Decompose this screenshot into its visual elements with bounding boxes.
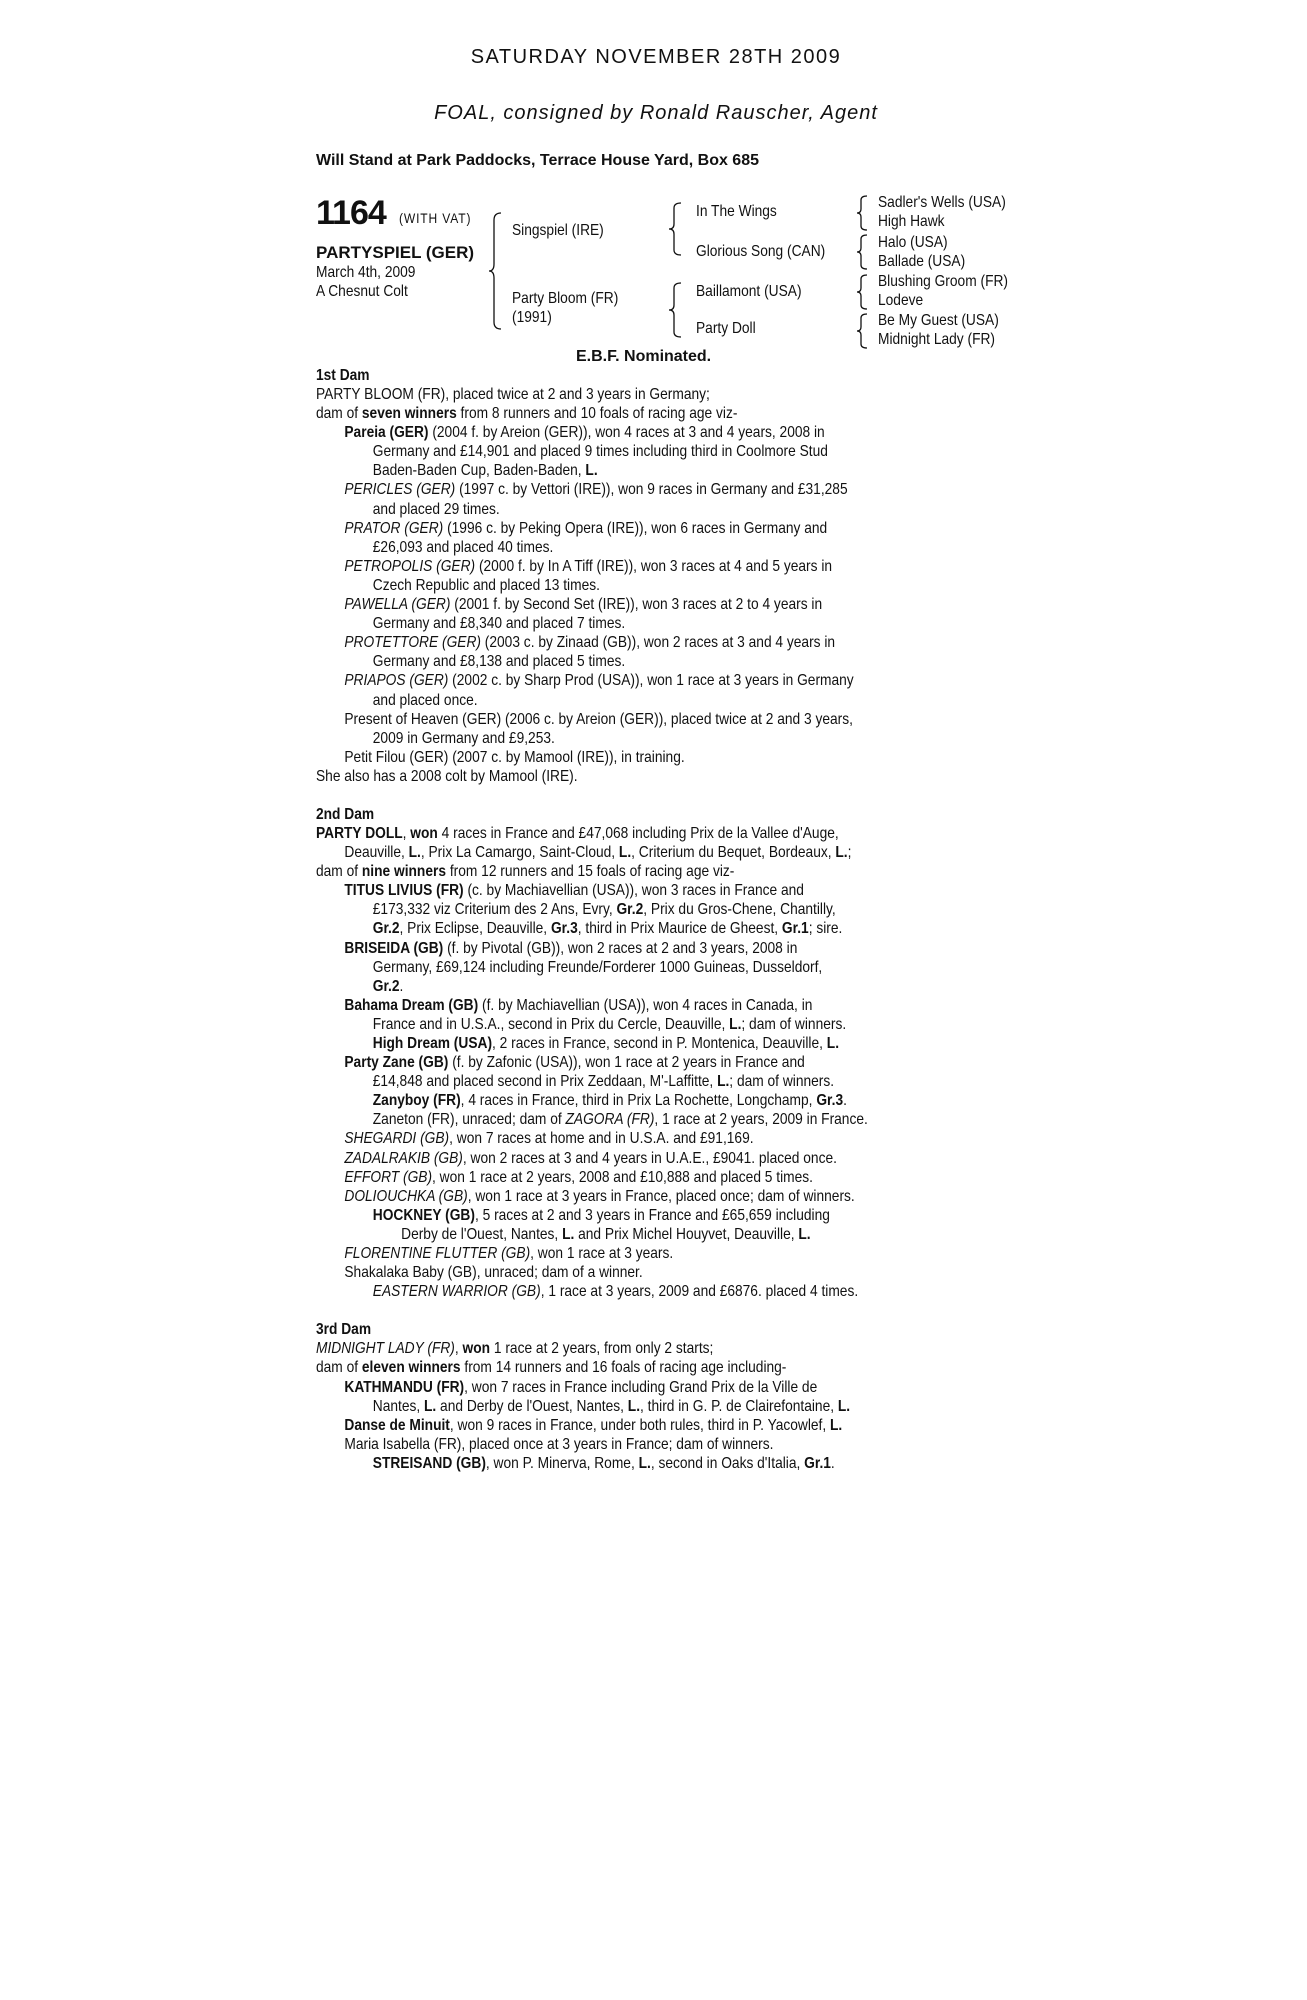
foaling-date: March 4th, 2009 [316, 264, 416, 281]
dd-brace [856, 313, 868, 349]
produce-zaneton: Zaneton (FR), unraced; dam of ZAGORA (FR), 1 race at 2 years, 2009 in France. [372, 1111, 868, 1129]
sire-dam-brace [488, 212, 502, 330]
produce-eastern-warrior: EASTERN WARRIOR (GB), 1 race at 3 years, 2009 and £6876. placed 4 times. [372, 1283, 859, 1301]
produce-shegardi: SHEGARDI (GB), won 7 races at home and in U.S.A. and £91,169. [344, 1130, 754, 1148]
dam: Party Bloom (FR) [512, 290, 619, 307]
second-dam-record: PARTY DOLL, won 4 races in France and £47,068 including Prix de la Vallee d'Auge, [316, 824, 839, 842]
third-dam-heading: 3rd Dam [316, 1321, 372, 1339]
ds-brace [856, 274, 868, 310]
dam-dam: Party Doll [696, 320, 756, 337]
produce-petropolis: PETROPOLIS (GER) (2000 f. by In A Tiff (IRE)), won 3 races at 4 and 5 years in [344, 557, 833, 575]
sire: Singspiel (IRE) [512, 222, 604, 239]
first-dam-record: PARTY BLOOM (FR), placed twice at 2 and 3 years in Germany; [316, 386, 710, 403]
produce-bahama-dream: Bahama Dream (GB) (f. by Machiavellian (USA)), won 4 races in Canada, in [344, 996, 813, 1014]
produce-danse-de-minuit: Danse de Minuit, won 9 races in France, under both rules, third in P. Yacowlef, L. [344, 1416, 843, 1434]
produce-present-of-heaven: Present of Heaven (GER) (2006 c. by Areion (GER)), placed twice at 2 and 3 years, [344, 710, 853, 728]
produce-party-zane: Party Zane (GB) (f. by Zafonic (USA)), won 1 race at 2 years in France and [344, 1054, 805, 1072]
produce-kathmandu: KATHMANDU (FR), won 7 races in France including Grand Prix de la Ville de [344, 1378, 818, 1396]
produce-effort: EFFORT (GB), won 1 race at 2 years, 2008 and £10,888 and placed 5 times. [344, 1168, 813, 1186]
produce-shakalaka-baby: Shakalaka Baby (GB), unraced; dam of a winner. [344, 1264, 643, 1282]
produce-pawella: PAWELLA (GER) (2001 f. by Second Set (IRE)), won 3 races at 2 to 4 years in [344, 596, 823, 614]
ebf-nominated: E.B.F. Nominated. [576, 348, 712, 365]
first-dam-produce-summary: dam of seven winners from 8 runners and 10 foals of racing age viz- [316, 405, 738, 423]
dam-dam-sire: Be My Guest (USA) [878, 312, 999, 329]
third-dam-produce-summary: dam of eleven winners from 14 runners and 16 foals of racing age including- [316, 1359, 787, 1377]
sire-dam-sire: Halo (USA) [878, 234, 948, 251]
sire-line-brace [668, 202, 682, 256]
catalogue-body: 1st Dam PARTY BLOOM (FR), placed twice at 2 and 3 years in Germany; dam of seven winners from 8 runners and 10 foals of racing age viz- Pareia (GER) (2004 f. by Areion (GER)), won 4 races at 3 and 4 years, 2008 in Germany and £14,901 and placed 9 times including third in Coolmore Stud Baden-Baden Cup, Baden-Baden, L. PERICLES (GER) (1997 c. by Vettori (IRE)), won 9 races in Germany and £31,285 and placed 29 times. PRATOR (GER) (1996 c. by Peking Opera (IRE)), won 6 races in Germany and £26,093 and placed 40 times. PETROPOLIS (GER) (2000 f. by In A Tiff (IRE)), won 3 races at 4 and 5 years in Czech Republic and placed 13 times. PAWELLA (GER) (2001 f. by Second Set (IRE)), won 3 races at 2 to 4 years in Germany and £8,340 and placed 7 times. PROTETTORE (GER) (2003 c. by Zinaad (GB)), won 2 races at 3 and 4 years in Germany and £8,138 and placed 5 times. PRIAPOS (GER) (2002 c. by Sharp Prod (USA)), won 1 race at 3 years in Germany and placed once. Present of Heaven (GER) (2006 c. by Areion (GER)), placed twice at 2 and 3 years, 2009 in Germany and £9,253. Petit Filou (GER) (2007 c. by Mamool (IRE)), in training. She also has a 2008 colt by Mamool (IRE). 2nd Dam PARTY DOLL, won 4 races in France and £47,068 including Prix de la Vallee d'Auge, Deauville, L., Prix La Camargo, Saint-Cloud, L., Criterium du Bequet, Bordeaux, L.; dam of nine winners from 12 runners and 15 foals of racing age viz- TITUS LIVIUS (FR) (c. by Machiavellian (USA)), won 3 races in France and £173,332 viz Criterium des 2 Ans, Evry, Gr.2, Prix du Gros-Chene, Chantilly, Gr.2, Prix Eclipse, Deauville, Gr.3, third in Prix Maurice de Gheest, Gr.1; sire. BRISEIDA (GB) (f. by Pivotal (GB)), won 2 races at 2 and 3 years, 2008 in Germany, £69,124 including Freunde/Forderer 1000 Guineas, Dusseldorf, Gr.2. Bahama Dream (GB) (f. by Machiavellian (USA)), won 4 races in Canada, in France and in U.S.A., second in Prix du Cercle, Deauville, L.; dam of winners. High Dream (USA), 2 races in France, second in P. Montenica, Deauville, L. Party Zane (GB) (f. by Zafonic (USA)), won 1 race at 2 years in France and £14,848 and placed second in Prix Zeddaan, M'-Laffitte, L.; dam of winners. Zanyboy (FR), 4 races in France, third in Prix La Rochette, Longchamp, Gr.3. Zaneton (FR), unraced; dam of ZAGORA (FR), 1 race at 2 years, 2009 in France. SHEGARDI (GB), won 7 races at home and in U.S.A. and £91,169. ZADALRAKIB (GB), won 2 races at 3 and 4 years in U.A.E., £9041. placed once. EFFORT (GB), won 1 race at 2 years, 2008 and £10,888 and placed 5 times. DOLIOUCHKA (GB), won 1 race at 3 years in France, placed once; dam of winners. HOCKNEY (GB), 5 races at 2 and 3 years in France and £65,659 including Derby de l'Ouest, Nantes, L. and Prix Michel Houyvet, Deauville, L. FLORENTINE FLUTTER (GB), won 1 race at 3 years. Shakalaka Baby (GB), unraced; dam of a winner. EASTERN WARRIOR (GB), 1 race at 3 years, 2009 and £6876. placed 4 times. 3rd Dam MIDNIGHT LADY (FR), won 1 race at 2 years, from only 2 starts; dam of eleven winners from 14 runners and 16 foals of racing age including- KATHMANDU (FR), won 7 races in France including Grand Prix de la Ville de Nantes, L. and Derby de l'Ouest, Nantes, L., third in G. P. de Clairefontaine, L. Danse de Minuit, won 9 races in France, under both rules, third in P. Yacowlef, L. Maria Isabella (FR), placed once at 3 years in France; dam of winners. STREISAND (GB), won P. Minerva, Rome, L., second in Oaks d'Italia, Gr.1. [316, 366, 996, 1473]
produce-zadalrakib: ZADALRAKIB (GB), won 2 races at 3 and 4 years in U.A.E., £9041. placed once. [344, 1149, 837, 1167]
produce-streisand: STREISAND (GB), won P. Minerva, Rome, L., second in Oaks d'Italia, Gr.1. [372, 1454, 835, 1472]
sale-date: SATURDAY NOVEMBER 28TH 2009 [470, 46, 842, 68]
second-dam-heading: 2nd Dam [316, 805, 375, 823]
dam-sire: Baillamont (USA) [696, 283, 802, 300]
produce-petit-filou: Petit Filou (GER) (2007 c. by Mamool (IRE)), in training. [344, 748, 685, 766]
produce-doliouchka: DOLIOUCHKA (GB), won 1 race at 3 years in France, placed once; dam of winners. [344, 1187, 855, 1205]
produce-briseida: BRISEIDA (GB) (f. by Pivotal (GB)), won 2 races at 2 and 3 years, 2008 in [344, 939, 798, 957]
lot-number: 1164 [316, 194, 386, 232]
sire-sire: In The Wings [696, 203, 777, 220]
dam-year: (1991) [512, 309, 552, 326]
produce-hockney: HOCKNEY (GB), 5 races at 2 and 3 years in France and £65,659 including [372, 1206, 830, 1224]
produce-maria-isabella: Maria Isabella (FR), placed once at 3 years in France; dam of winners. [344, 1435, 774, 1453]
produce-pareia: Pareia (GER) (2004 f. by Areion (GER)), won 4 races at 3 and 4 years, 2008 in [344, 424, 825, 442]
produce-pericles: PERICLES (GER) (1997 c. by Vettori (IRE)), won 9 races in Germany and £31,285 [344, 481, 848, 499]
second-dam-produce-summary: dam of nine winners from 12 runners and 15 foals of racing age viz- [316, 863, 735, 881]
dam-sire-dam: Lodeve [878, 292, 924, 309]
produce-high-dream: High Dream (USA), 2 races in France, second in P. Montenica, Deauville, L. [372, 1035, 840, 1052]
produce-priapos: PRIAPOS (GER) (2002 c. by Sharp Prod (USA)), won 1 race at 3 years in Germany [344, 672, 854, 690]
vat-note: (WITH VAT) [399, 210, 472, 226]
produce-protettore: PROTETTORE (GER) (2003 c. by Zinaad (GB)), won 2 races at 3 and 4 years in [344, 634, 836, 652]
stand-location: Will Stand at Park Paddocks, Terrace House Yard, Box 685 [316, 152, 759, 169]
sire-dam-dam: Ballade (USA) [878, 253, 966, 270]
third-dam-record: MIDNIGHT LADY (FR), won 1 race at 2 years, from only 2 starts; [316, 1340, 714, 1358]
produce-florentine-flutter: FLORENTINE FLUTTER (GB), won 1 race at 3 years. [344, 1245, 674, 1263]
produce-titus-livius: TITUS LIVIUS (FR) (c. by Machiavellian (USA)), won 3 races in France and [344, 882, 804, 900]
sire-dam: Glorious Song (CAN) [696, 243, 826, 260]
produce-prator: PRATOR (GER) (1996 c. by Peking Opera (IRE)), won 6 races in Germany and [344, 519, 828, 537]
sd-brace [856, 234, 868, 270]
dam-dam-dam: Midnight Lady (FR) [878, 331, 996, 348]
horse-name: PARTYSPIEL (GER) [316, 243, 475, 262]
sire-sire-dam: High Hawk [878, 213, 945, 230]
dam-sire-sire: Blushing Groom (FR) [878, 273, 1008, 290]
produce-also: She also has a 2008 colt by Mamool (IRE). [316, 767, 578, 785]
sire-sire-sire: Sadler's Wells (USA) [878, 194, 1006, 211]
consignment-line: FOAL, consigned by Ronald Rauscher, Agent [434, 102, 878, 124]
first-dam-heading: 1st Dam [316, 367, 370, 384]
ss-brace [856, 195, 868, 231]
dam-line-brace [668, 282, 682, 338]
produce-zanyboy: Zanyboy (FR), 4 races in France, third in Prix La Rochette, Longchamp, Gr.3. [372, 1092, 847, 1110]
horse-description: A Chesnut Colt [316, 283, 408, 300]
